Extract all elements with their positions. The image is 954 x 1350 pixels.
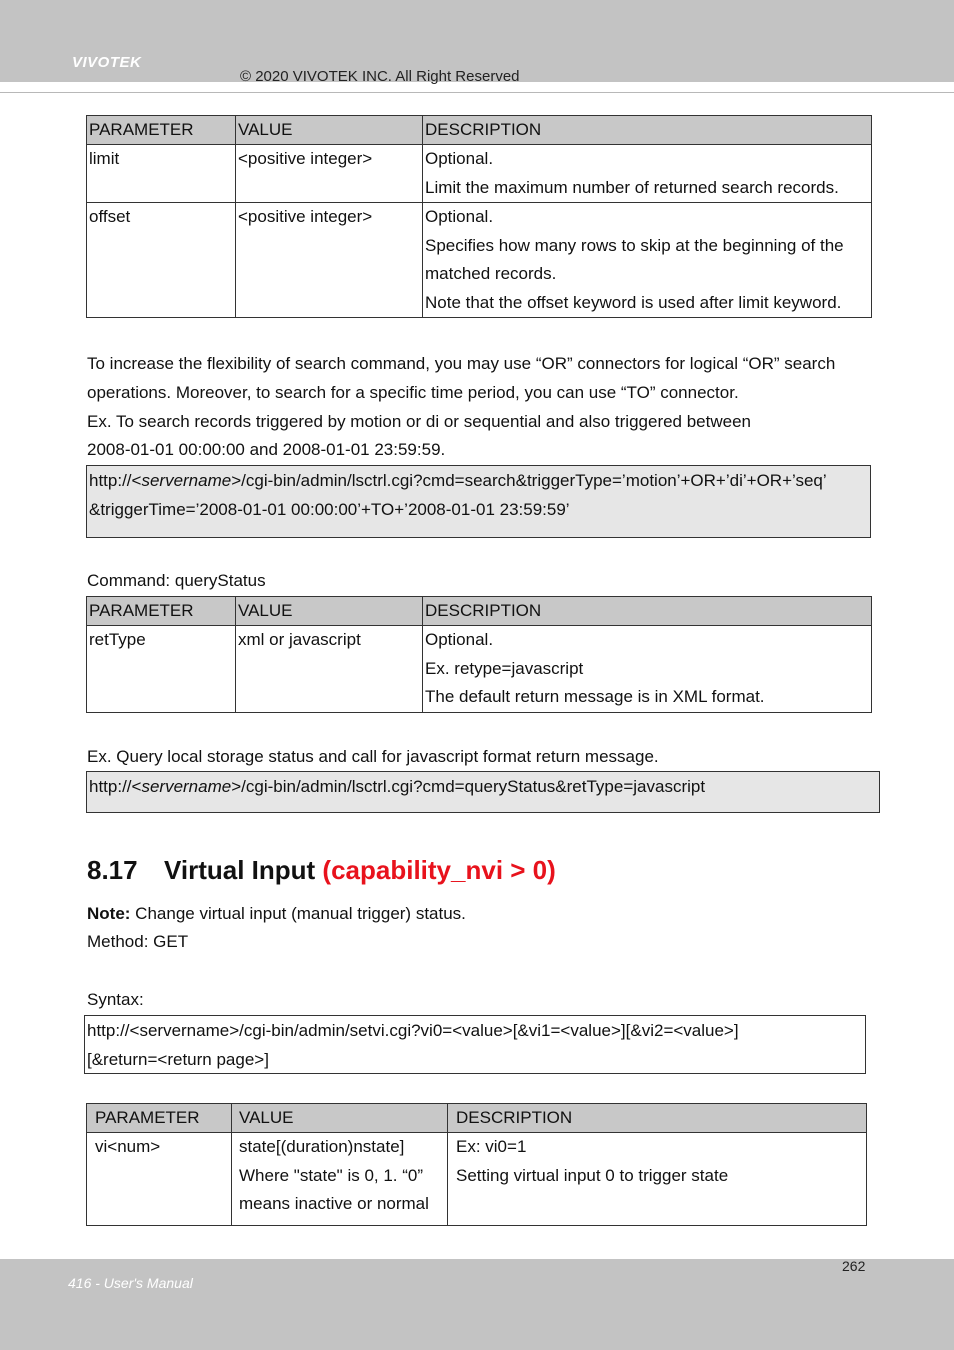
header-value: VALUE [232, 1104, 448, 1133]
section-heading [87, 853, 556, 887]
description-cell [448, 1133, 867, 1226]
code-line [89, 772, 877, 801]
method-label: Method: GET [87, 932, 189, 951]
brand-logo: VIVOTEK [72, 54, 142, 71]
code-line: &triggerTime=’2008-01-01 00:00:00’+TO+’2008-01-01 23:59:59’ [89, 500, 570, 519]
description-line: Setting virtual input 0 to trigger state [456, 1165, 729, 1185]
description-line: matched records. [425, 264, 557, 283]
query-example-paragraph: Ex. Query local storage status and call for javascript format return message. [87, 747, 659, 766]
description-line: Ex: vi0=1 [456, 1137, 527, 1156]
param-cell: offset [87, 203, 236, 318]
description-cell [423, 203, 872, 318]
table-row [87, 145, 872, 203]
param-cell: vi<num> [87, 1133, 232, 1226]
table-row [87, 1133, 867, 1226]
note-paragraph [87, 900, 466, 929]
header-parameter: PARAMETER [87, 116, 236, 145]
description-line: Optional. [425, 149, 494, 168]
command-label: Command: queryStatus [87, 571, 266, 590]
header-parameter: PARAMETER [87, 597, 236, 626]
querystatus-example-code [86, 771, 880, 813]
table-header-row [87, 116, 872, 145]
syntax-code [84, 1015, 866, 1074]
table-row [87, 203, 872, 318]
header-value: VALUE [236, 116, 423, 145]
description-line: Optional. [425, 207, 494, 226]
description-line: The default return message is in XML format. [425, 687, 765, 706]
value-line: means inactive or normal [239, 1194, 429, 1213]
header-description: DESCRIPTION [448, 1104, 867, 1133]
description-line: Note that the offset keyword is used after limit keyword. [425, 292, 842, 312]
syntax-label: Syntax: [87, 990, 144, 1009]
header-divider [0, 92, 954, 93]
virtual-input-parameter-table [86, 1103, 867, 1226]
search-example-code [86, 465, 871, 538]
servername-placeholder: servername [141, 471, 232, 490]
section-number: 8.17 [87, 855, 138, 885]
querystatus-parameter-table [86, 596, 872, 713]
code-line [89, 466, 868, 495]
paragraph-line: operations. Moreover, to search for a specific time period, you can use “TO” connector. [87, 382, 739, 402]
code-rest: >/cgi-bin/admin/lsctrl.cgi?cmd=search&triggerType=’motion’+OR+’di’+OR+’seq’ [231, 471, 827, 490]
section-title: Virtual Input [164, 855, 323, 885]
header-description: DESCRIPTION [423, 116, 872, 145]
paragraph-line: 2008-01-01 00:00:00 and 2008-01-01 23:59:59. [87, 440, 446, 460]
value-line: Where "state" is 0, 1. “0” [239, 1165, 424, 1185]
syntax-line: http://<servername>/cgi-bin/admin/setvi.cgi?vi0=<value>[&vi1=<value>][&vi2=<value>] [87, 1021, 739, 1040]
copyright-text: © 2020 VIVOTEK INC. All Right Reserved [240, 68, 520, 85]
description-line: Optional. [425, 630, 494, 649]
value-cell: <positive integer> [236, 203, 423, 318]
code-rest: >/cgi-bin/admin/lsctrl.cgi?cmd=queryStatus&retType=javascript [231, 777, 706, 796]
description-cell [423, 145, 872, 203]
code-prefix: http://< [89, 777, 142, 796]
table-header-row [87, 1104, 867, 1133]
code-prefix: http://< [89, 471, 142, 490]
footer-band [0, 1259, 954, 1350]
header-parameter: PARAMETER [87, 1104, 232, 1133]
servername-placeholder: servername [141, 777, 232, 796]
search-parameter-table [86, 115, 872, 318]
page-number: 262 [842, 1258, 866, 1274]
value-line: state[(duration)nstate] [239, 1137, 405, 1156]
header-description: DESCRIPTION [423, 597, 872, 626]
value-cell: xml or javascript [236, 626, 423, 713]
paragraph-line: To increase the flexibility of search command, you may use “OR” connectors for logical “OR” search [87, 354, 836, 373]
header-value: VALUE [236, 597, 423, 626]
table-row [87, 626, 872, 713]
description-line: Limit the maximum number of returned search records. [425, 177, 839, 197]
table-header-row [87, 597, 872, 626]
description-line: Specifies how many rows to skip at the beginning of the [425, 235, 844, 255]
value-cell: <positive integer> [236, 145, 423, 203]
capability-label: (capability_nvi > 0) [322, 855, 556, 885]
note-text: Change virtual input (manual trigger) status. [130, 904, 466, 923]
description-cell [423, 626, 872, 713]
param-cell: limit [87, 145, 236, 203]
syntax-line: [&return=<return page>] [87, 1050, 269, 1069]
paragraph-line: Ex. To search records triggered by motion or di or sequential and also triggered between [87, 411, 752, 431]
param-cell: retType [87, 626, 236, 713]
search-flexibility-paragraph [87, 350, 835, 465]
description-line: Ex. retype=javascript [425, 658, 584, 678]
manual-page-label: 416 - User's Manual [68, 1275, 193, 1291]
value-cell [232, 1133, 448, 1226]
note-label: Note: [87, 904, 131, 923]
